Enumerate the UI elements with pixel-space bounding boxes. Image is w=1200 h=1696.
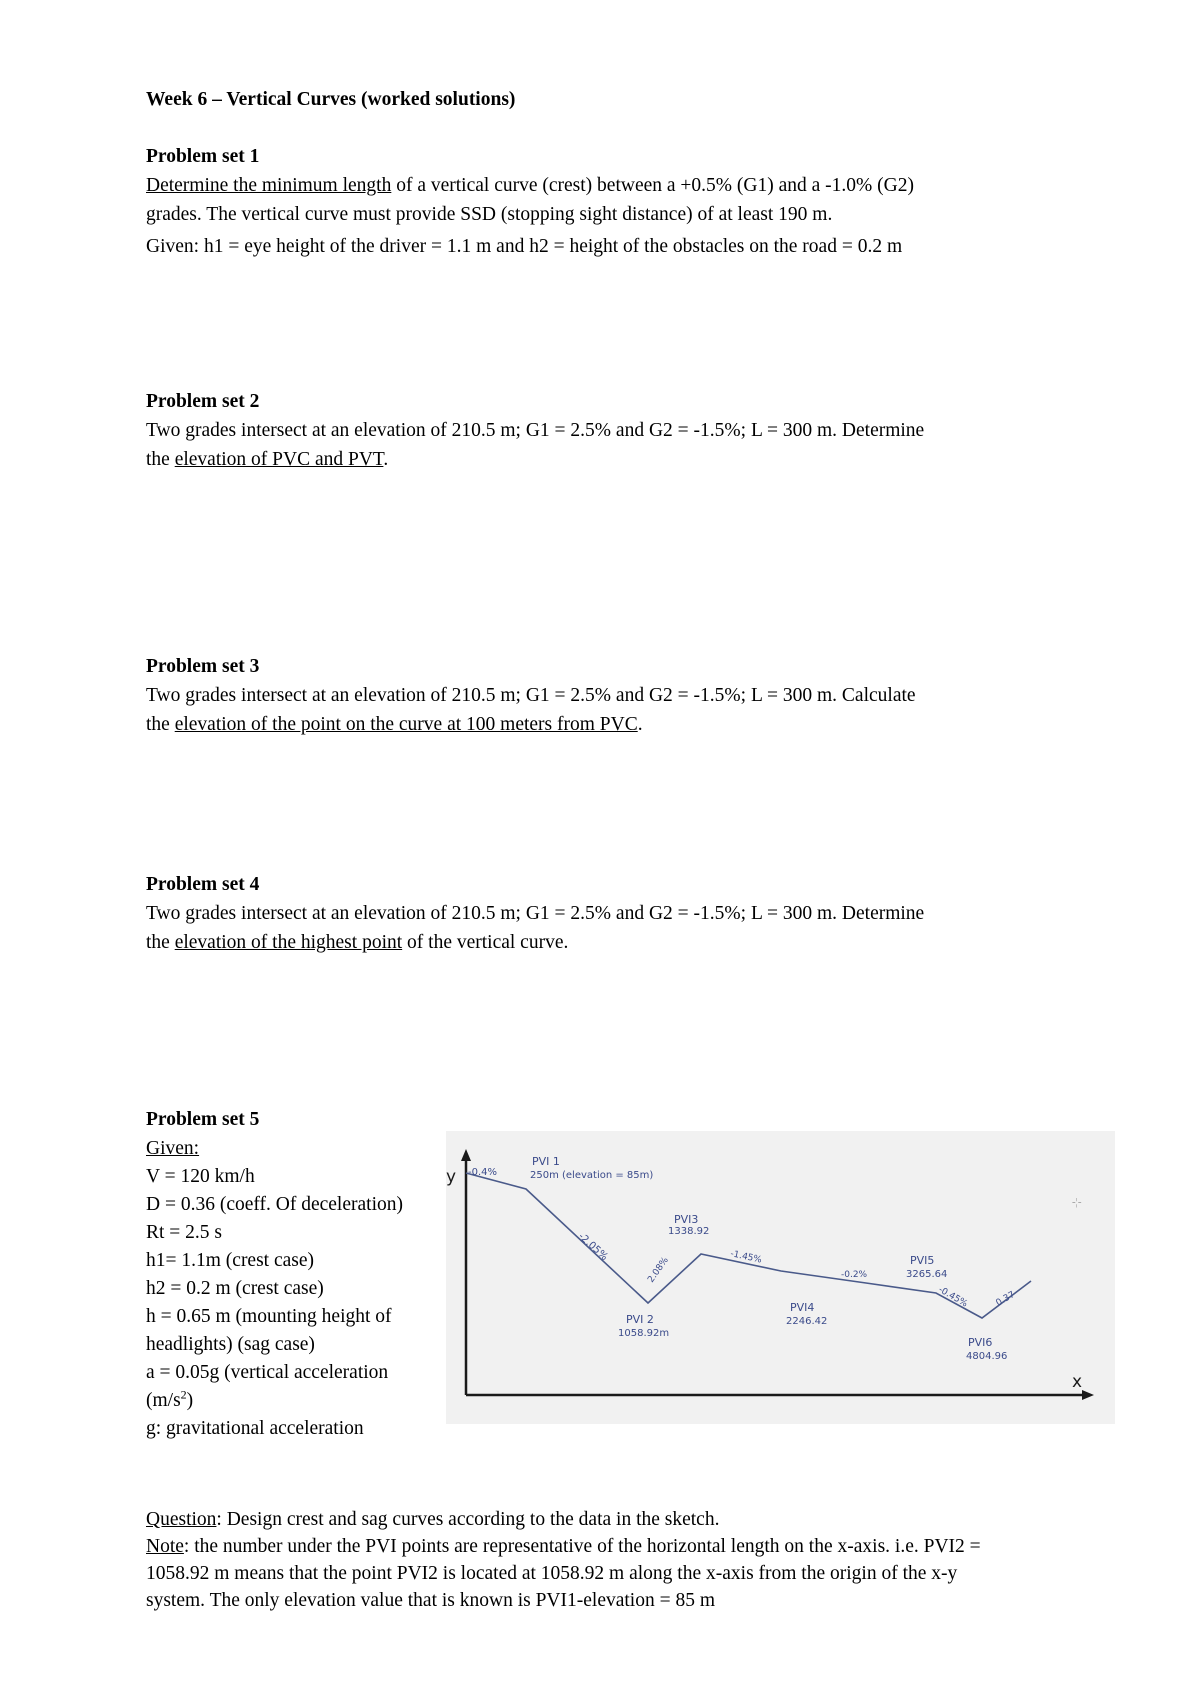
pvi6-name: PVI6 — [968, 1336, 993, 1349]
given-item: V = 120 km/h — [146, 1166, 255, 1187]
text-span: : Design crest and sag curves according to the data in the sketch. — [216, 1509, 720, 1530]
grade-label: -0.4% — [468, 1167, 498, 1178]
grade-label: 2.08% — [646, 1255, 671, 1285]
question-line — [146, 1506, 719, 1534]
problem-set-4-line-2 — [146, 929, 568, 957]
problem-set-2-line-1: Two grades intersect at an elevation of 210.5 m; G1 = 2.5% and G2 = -1.5%; L = 300 m. Determine — [146, 420, 925, 441]
underlined-phrase: Determine the minimum length — [146, 175, 392, 196]
y-axis-label: y — [446, 1167, 457, 1187]
pvi2-value: 1058.92m — [618, 1328, 670, 1339]
problem-set-5-heading: Problem set 5 — [146, 1109, 260, 1130]
underlined-phrase: elevation of the highest point — [174, 932, 403, 953]
x-axis-arrow — [1082, 1390, 1094, 1400]
grade-label: -2.05% — [575, 1231, 610, 1263]
grade-label: -0.2% — [841, 1270, 868, 1280]
text-span: : the number under the PVI points are representative of the horizontal length on the x-axis. i.e. PVI2 = — [183, 1536, 981, 1557]
problem-set-2-heading: Problem set 2 — [146, 391, 260, 412]
text-span: of a vertical curve (crest) between a +0.5% (G1) and a -1.0% (G2) — [391, 175, 914, 196]
text-span: ) — [186, 1390, 194, 1411]
problem-set-1-line-3: Given: h1 = eye height of the driver = 1.1 m and h2 = height of the obstacles on the road = 0.2 m — [146, 236, 903, 257]
problem-set-3-line-2 — [146, 711, 643, 739]
text-span: the — [146, 449, 175, 470]
given-list — [146, 1135, 436, 1443]
text-span: . — [383, 449, 389, 470]
given-item: h2 = 0.2 m (crest case) — [146, 1278, 324, 1299]
superscript: 2 — [180, 1387, 187, 1402]
pvi5-value: 3265.64 — [906, 1269, 948, 1280]
page-title: Week 6 – Vertical Curves (worked solutions) — [146, 89, 516, 110]
vertical-alignment-sketch — [446, 1131, 1115, 1424]
note-label: Note — [146, 1536, 184, 1557]
problem-set-2-line-2 — [146, 446, 388, 474]
pvi4-name: PVI4 — [790, 1301, 815, 1314]
text-span: the — [146, 932, 175, 953]
problem-set-4-heading: Problem set 4 — [146, 874, 260, 895]
grade-label: -1.45% — [729, 1249, 763, 1266]
y-axis-arrow — [461, 1149, 471, 1161]
given-item: h = 0.65 m (mounting height of headlights) (sag case) — [146, 1306, 392, 1355]
text-span: of the vertical curve. — [402, 932, 569, 953]
pvi1-name: PVI 1 — [532, 1155, 560, 1168]
given-item: Rt = 2.5 s — [146, 1222, 223, 1243]
underlined-phrase: elevation of PVC and PVT — [174, 449, 384, 470]
pvi3-name: PVI3 — [674, 1213, 699, 1226]
problem-set-1-line-2: grades. The vertical curve must provide SSD (stopping sight distance) of at least 190 m. — [146, 204, 833, 225]
problem-set-1-heading: Problem set 1 — [146, 146, 260, 167]
text-span: the — [146, 714, 175, 735]
underlined-phrase: elevation of the point on the curve at 100 meters from PVC — [174, 714, 638, 735]
grade-label: 0.37 — [994, 1289, 1017, 1309]
pvi4-value: 2246.42 — [786, 1316, 828, 1327]
pvi5-name: PVI5 — [910, 1254, 935, 1267]
crosshair-mark: -¦- — [1072, 1196, 1082, 1208]
given-item: D = 0.36 (coeff. Of deceleration) — [146, 1194, 403, 1215]
note-line-3: system. The only elevation value that is known is PVI1-elevation = 85 m — [146, 1590, 716, 1611]
pvi6-value: 4804.96 — [966, 1351, 1008, 1362]
problem-set-3-line-1: Two grades intersect at an elevation of 210.5 m; G1 = 2.5% and G2 = -1.5%; L = 300 m. Calculate — [146, 685, 916, 706]
note-line-1 — [146, 1533, 981, 1561]
given-item: g: gravitational acceleration — [146, 1418, 364, 1439]
note-line-2: 1058.92 m means that the point PVI2 is located at 1058.92 m along the x-axis from the origin of the x-y — [146, 1563, 958, 1584]
problem-set-3-heading: Problem set 3 — [146, 656, 260, 677]
text-span: . — [637, 714, 643, 735]
given-item-accel — [146, 1359, 436, 1415]
problem-set-1-line-1 — [146, 172, 914, 200]
x-axis-label: x — [1072, 1372, 1083, 1392]
problem-set-4-line-1: Two grades intersect at an elevation of 210.5 m; G1 = 2.5% and G2 = -1.5%; L = 300 m. Determine — [146, 903, 925, 924]
given-item: h1= 1.1m (crest case) — [146, 1250, 315, 1271]
question-label: Question — [146, 1509, 217, 1530]
sketch-svg — [446, 1131, 1115, 1424]
pvi1-value: 250m (elevation = 85m) — [530, 1170, 654, 1181]
text-span: a = 0.05g (vertical acceleration (m/s — [146, 1362, 389, 1411]
pvi3-value: 1338.92 — [668, 1226, 710, 1237]
given-label: Given: — [146, 1138, 200, 1159]
grade-label: -0.45% — [936, 1284, 970, 1310]
pvi2-name: PVI 2 — [626, 1313, 654, 1326]
